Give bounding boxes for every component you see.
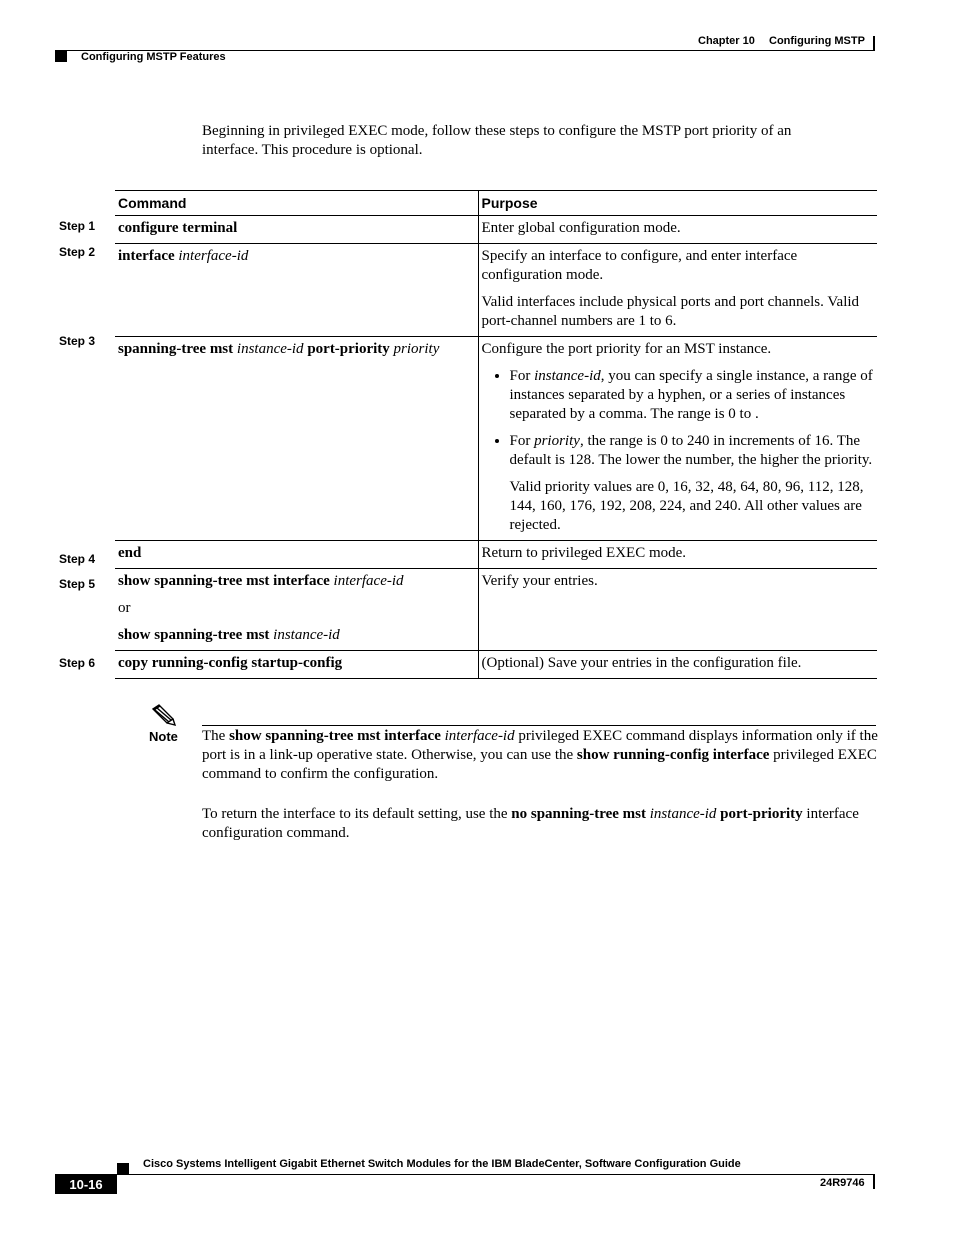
step1-command (115, 216, 478, 244)
step5-cmd1-arg: interface-id (333, 573, 404, 589)
page-number: 10-16 (69, 1177, 103, 1192)
step2-command (115, 244, 478, 337)
step2-purpose-p2: Valid interfaces include physical ports and port channels. Valid port-channel numbers are 1 to 6. (481, 294, 860, 329)
step6-purpose: (Optional) Save your entries in the configuration file. (478, 651, 877, 679)
table-row (115, 569, 877, 651)
table-row (115, 337, 877, 541)
closing-t2: interface configuration command. (202, 806, 859, 841)
step1-command-text: configure terminal (118, 220, 238, 236)
table-row (115, 541, 877, 569)
step3-bullet2-arg: priority (534, 433, 580, 449)
table-row (115, 651, 877, 679)
step5-command-1 (118, 572, 475, 591)
intro-line-2: interface. This procedure is optional. (202, 142, 423, 158)
header-section: Configuring MSTP Features (81, 51, 226, 63)
header-chapter: Chapter 10 (698, 35, 755, 47)
intro-line-1: Beginning in privileged EXEC mode, follow these steps to configure the MSTP port priority of an (202, 123, 792, 139)
note-text (202, 727, 880, 784)
column-header-command: Command (115, 191, 478, 216)
intro-paragraph (202, 122, 882, 160)
footer-rule (55, 1174, 875, 1175)
steps-table (115, 190, 877, 679)
step-label-6: Step 6 (59, 656, 96, 670)
step3-bullet2-text: , the range is 0 to 240 in increments of 16. The default is 128. The lower the number, the higher the priority. (509, 433, 873, 468)
closing-command: no spanning-tree mst (511, 806, 647, 822)
step5-command-2 (118, 626, 475, 645)
step2-command-arg: interface-id (178, 248, 249, 264)
note-rule (202, 725, 876, 726)
step5-purpose: Verify your entries. (478, 569, 877, 651)
step3-cmd-part2: port-priority (307, 341, 390, 357)
note-t1: The (202, 728, 226, 744)
column-header-purpose: Purpose (478, 191, 877, 216)
closing-paragraph (202, 805, 878, 843)
step4-command (115, 541, 478, 569)
step6-command (115, 651, 478, 679)
note-arg: interface-id (444, 728, 515, 744)
step3-cmd-arg1: instance-id (236, 341, 304, 357)
table-row (115, 216, 877, 244)
step5-cmd2-arg: instance-id (273, 627, 340, 643)
table-row (115, 244, 877, 337)
footer-marker (117, 1163, 129, 1174)
closing-command-2: port-priority (720, 806, 803, 822)
step3-cmd-part1: spanning-tree mst (118, 341, 234, 357)
step3-command (115, 337, 478, 541)
step1-purpose: Enter global configuration mode. (478, 216, 877, 244)
step3-bullet-list (482, 367, 875, 470)
step-label-1: Step 1 (59, 219, 96, 233)
note-t2: privileged EXEC command displays information only if the port is in a link-up operative state. Otherwise, you can use the (202, 728, 878, 763)
step3-bullet-1 (510, 367, 875, 424)
note-command: show spanning-tree mst interface (229, 728, 441, 744)
step-label-2: Step 2 (59, 245, 96, 259)
step3-bullet1-text: , you can specify a single instance, a range of instances separated by a hyphen, or a series of instances separated by a comma. The range is 0 to . (509, 368, 873, 422)
note-command-2: show running-config interface (576, 747, 770, 763)
header-end-bar (873, 36, 875, 50)
step3-bullet-2 (510, 432, 875, 470)
step3-purpose-intro: Configure the port priority for an MST instance. (481, 341, 772, 357)
closing-arg: instance-id (649, 806, 717, 822)
table-header-row (115, 191, 877, 216)
footer-guide-title: Cisco Systems Intelligent Gigabit Ethernet Switch Modules for the IBM BladeCenter, Software Configuration Guide (143, 1158, 741, 1170)
step4-command-text: end (118, 545, 142, 561)
header-chapter-title: Configuring MSTP (769, 35, 865, 47)
step-label-5: Step 5 (59, 577, 96, 591)
step3-bullet1-arg: instance-id (534, 368, 601, 384)
step5-cmd1-keyword: show spanning-tree mst interface (118, 573, 330, 589)
closing-t1: To return the interface to its default setting, use the (202, 806, 508, 822)
footer-end-bar (873, 1175, 875, 1189)
step3-valid-values: Valid priority values are 0, 16, 32, 48, 64, 80, 96, 112, 128, 144, 160, 176, 192, 208, 224, and 240. All other values are rejected. (509, 479, 864, 533)
step3-purpose (478, 337, 877, 541)
step3-bullet2-pre: For (509, 433, 531, 449)
step5-or: or (118, 600, 131, 616)
step-label-3: Step 3 (59, 334, 96, 348)
step-label-4: Step 4 (59, 552, 96, 566)
step2-purpose-p1: Specify an interface to configure, and enter interface configuration mode. (481, 248, 798, 283)
step5-command (115, 569, 478, 651)
step2-command-keyword: interface (118, 248, 175, 264)
footer-doc-number: 24R9746 (820, 1177, 865, 1189)
footer-page-box (55, 1175, 117, 1194)
pencil-icon (149, 703, 177, 727)
step4-purpose: Return to privileged EXEC mode. (478, 541, 877, 569)
step2-purpose (478, 244, 877, 337)
note-t3: privileged EXEC command to confirm the configuration. (202, 747, 877, 782)
step6-command-text: copy running-config startup-config (118, 655, 343, 671)
note-label: Note (149, 729, 178, 744)
step3-bullet1-pre: For (509, 368, 531, 384)
step5-cmd2-keyword: show spanning-tree mst (118, 627, 270, 643)
step3-cmd-arg2: priority (393, 341, 440, 357)
header-section-marker (55, 51, 67, 62)
